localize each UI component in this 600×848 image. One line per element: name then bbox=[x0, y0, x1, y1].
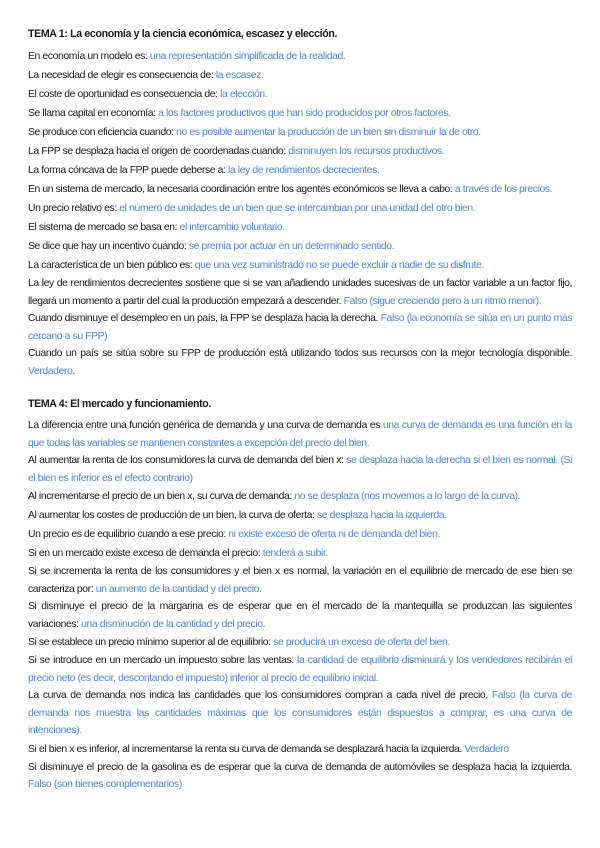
answer-text: se premia por actuar en un determinado sentido. bbox=[188, 241, 395, 252]
answer-text: se producirá un exceso de oferta del bien. bbox=[273, 637, 450, 648]
qa-item bbox=[28, 104, 572, 123]
answer-text: tenderá a subir. bbox=[262, 548, 328, 559]
answer-text: disminuyen los recursos productivos. bbox=[288, 146, 445, 157]
question-text: La diferencia entre una función genérica de demanda y una curva de demanda es bbox=[28, 420, 383, 431]
trailing-punctuation: . bbox=[72, 365, 75, 377]
answer-text: que una vez suministrado no se puede excluir a nadie de su disfrute. bbox=[194, 260, 485, 271]
qa-item bbox=[28, 218, 572, 237]
qa-item bbox=[28, 452, 572, 487]
question-text: Un precio es de equilibrio cuando a ese precio: bbox=[28, 529, 229, 540]
answer-text: se desplaza hacia la izquierda. bbox=[316, 510, 447, 521]
question-text: En un sistema de mercado, la necesaria coordinación entre los agentes económicos se lleva a cabo: bbox=[28, 184, 455, 195]
question-text: Al aumentar los costes de producción de un bien, la curva de oferta: bbox=[28, 510, 317, 521]
question-text: La curva de demanda nos indica las cantidades que los consumidores compran a cada nivel de precio. bbox=[28, 690, 492, 701]
qa-item bbox=[28, 487, 572, 506]
answer-text: Falso (son bienes complementarios) bbox=[28, 779, 182, 790]
question-text: Si se incrementa la renta de los consumidores y el bien x es normal, la variación en el equilibrio de mercado de ese bien se caracteriza por: bbox=[28, 566, 572, 595]
question-text: Un precio relativo es: bbox=[28, 203, 120, 214]
qa-item bbox=[28, 256, 572, 275]
qa-item bbox=[28, 66, 572, 85]
qa-item bbox=[28, 759, 572, 794]
question-text: La característica de un bien público es: bbox=[28, 260, 195, 271]
question-text: La FPP se desplaza hacia el origen de coordenadas cuando: bbox=[28, 146, 289, 157]
answer-text: Falso (sigue creciendo pero a un ritmo menor). bbox=[343, 295, 542, 307]
section-tema-4-list bbox=[28, 417, 572, 794]
question-text: Si el bien x es inferior, al incrementarse la renta su curva de demanda se desplazará hacia la izquierda. bbox=[28, 743, 465, 755]
answer-text: la elección. bbox=[220, 89, 268, 100]
question-text: Si disminuye el precio de la gasolina es de esperar que la curva de demanda de automóviles se desplaza hacia la izquierda. bbox=[28, 761, 572, 773]
question-text: Se dice que hay un incentivo cuando: bbox=[28, 241, 189, 252]
qa-item bbox=[28, 180, 572, 199]
question-text: Si disminuye el precio de la margarina es de esperar que en el mercado de la mantequilla se produzcan las siguientes variaciones: bbox=[28, 601, 572, 630]
question-text: El coste de oportunidad es consecuencia de: bbox=[28, 89, 221, 100]
question-text: Si en un mercado existe exceso de demanda el precio: bbox=[28, 548, 263, 559]
question-text: Se llama capital en economía: bbox=[28, 108, 159, 119]
answer-text: un aumento de la cantidad y del precio. bbox=[95, 583, 262, 595]
answer-text: a través de los precios. bbox=[454, 184, 553, 195]
answer-text: la cantidad de equilibrio disminuirá y los vendedores recibirán el precio neto (es decir, descontando el impuesto) inferior al precio de equilibrio inicial. bbox=[28, 655, 572, 684]
question-text: La forma cóncava de la FPP puede deberse a: bbox=[28, 165, 228, 176]
question-text: En economía un modelo es: bbox=[28, 51, 150, 62]
question-text: Al incrementarse el precio de un bien x, su curva de demanda: bbox=[28, 491, 295, 502]
section-tema-1-list bbox=[28, 47, 572, 380]
answer-text: se desplaza hacia la derecha si el bien es normal. (Si el bien es inferior es el efecto contrario) bbox=[28, 455, 572, 484]
answer-text: la ley de rendimientos decrecientes. bbox=[227, 165, 380, 176]
qa-item bbox=[28, 142, 572, 161]
answer-text: el intercambio voluntario. bbox=[179, 222, 285, 233]
qa-item bbox=[28, 275, 572, 310]
question-text: Al aumentar la renta de los consumidores la curva de demanda del bien x: bbox=[28, 455, 347, 466]
qa-item bbox=[28, 544, 572, 563]
answer-text: una representación simplificada de la realidad. bbox=[149, 51, 346, 62]
qa-item bbox=[28, 161, 572, 180]
answer-text: Verdadero bbox=[28, 365, 73, 377]
answer-text: Falso (la curva de demanda nos muestra las cantidades máximas que los consumidores están dispuestos a comprar, es una curva de intenciones). bbox=[28, 690, 572, 736]
question-text: La ley de rendimientos decrecientes sostiene que si se van añadiendo unidades sucesivas de un factor variable a un factor fijo, llegará un momento a partir del cual la producción empezará a descender. bbox=[28, 278, 572, 307]
qa-item bbox=[28, 687, 572, 740]
question-text: Se produce con eficiencia cuando: bbox=[28, 127, 177, 138]
question-text: El sistema de mercado se basa en: bbox=[28, 222, 180, 233]
answer-text: a los factores productivos que han sido producidos por otros factores. bbox=[158, 108, 451, 119]
question-text: Cuando disminuye el desempleo en un país, la FPP se desplaza hacia la derecha. bbox=[28, 313, 381, 324]
question-text: Si se introduce en un mercado un impuesto sobre las ventas: bbox=[28, 655, 298, 666]
section-title-tema-4: TEMA 4: El mercado y funcionamiento. bbox=[28, 398, 212, 410]
qa-item bbox=[28, 310, 572, 345]
qa-item bbox=[28, 563, 572, 598]
question-text: Si se establece un precio mínimo superior al de equilibrio: bbox=[28, 637, 274, 648]
question-text: Cuando un país se sitúa sobre su FPP de producción está utilizando todos sus recursos con la mejor tecnología disponible. bbox=[28, 348, 572, 359]
answer-text: una curva de demanda es una función en la que todas las variables se mantienen constantes a excepción del precio del bien. bbox=[28, 420, 572, 449]
qa-item bbox=[28, 633, 572, 652]
answer-text: una disminución de la cantidad y del precio. bbox=[81, 618, 266, 630]
qa-item bbox=[28, 740, 572, 759]
section-title-tema-1: TEMA 1: La economía y la ciencia económica, escasez y elección. bbox=[28, 28, 338, 40]
answer-text: ni existe exceso de oferta ni de demanda del bien. bbox=[228, 529, 440, 540]
answer-text: no se desplaza (nos movemos a lo largo de la curva). bbox=[294, 491, 521, 502]
question-text: La necesidad de elegir es consecuencia de: bbox=[28, 70, 216, 81]
answer-text: Falso (la economía se sitúa en un punto más cercano a su FPP) bbox=[28, 313, 573, 342]
qa-item bbox=[28, 85, 572, 104]
qa-item bbox=[28, 506, 572, 525]
qa-item bbox=[28, 47, 572, 66]
qa-item bbox=[28, 237, 572, 256]
qa-item bbox=[28, 345, 572, 380]
qa-item bbox=[28, 199, 572, 218]
answer-text: Verdadero bbox=[464, 743, 509, 755]
qa-item bbox=[28, 417, 572, 452]
answer-text: la escasez. bbox=[215, 70, 264, 81]
qa-item bbox=[28, 123, 572, 142]
qa-item bbox=[28, 525, 572, 544]
answer-text: no es posible aumentar la producción de un bien sin disminuir la de otro. bbox=[176, 127, 481, 138]
qa-item bbox=[28, 652, 572, 687]
answer-text: el número de unidades de un bien que se intercambian por una unidad del otro bien. bbox=[119, 203, 476, 214]
qa-item bbox=[28, 598, 572, 633]
